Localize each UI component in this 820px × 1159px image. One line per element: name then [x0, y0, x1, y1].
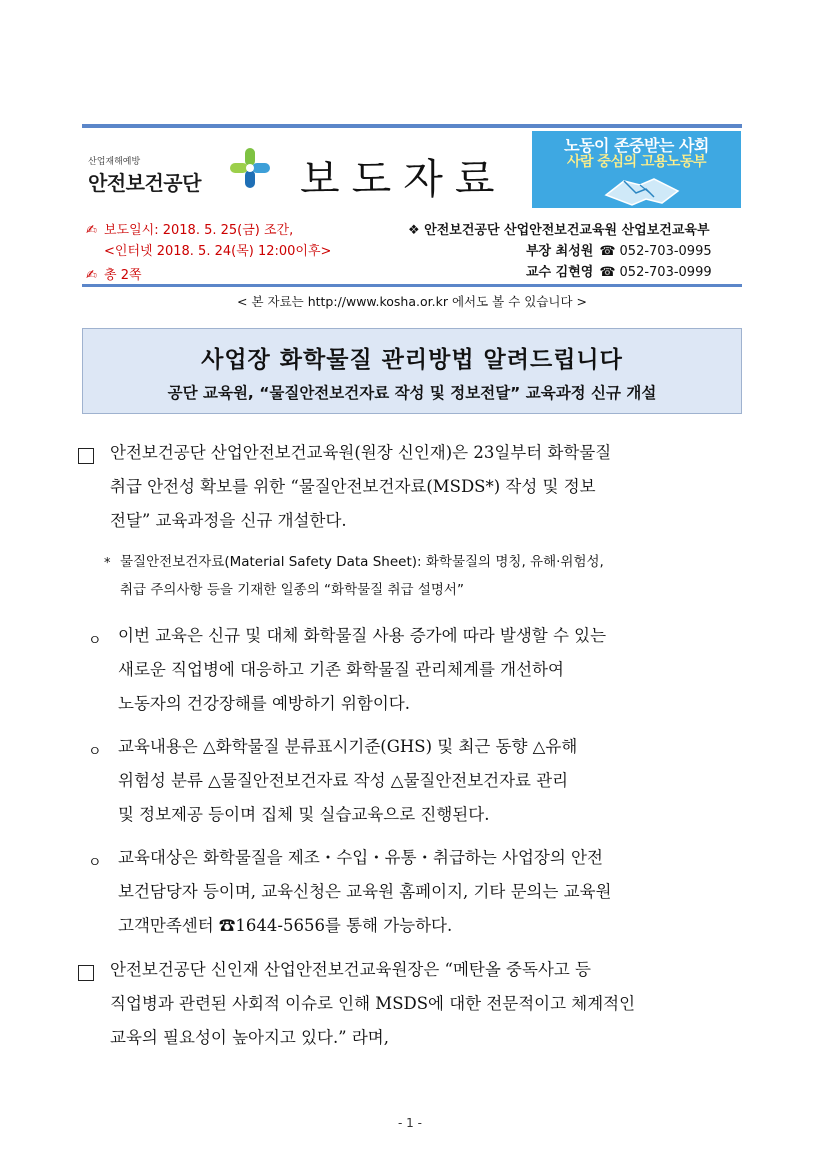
- pen-hand-icon: ✍: [86, 268, 97, 283]
- bullet-1-line: 노동자의 건강장해를 예방하기 위함이다.: [118, 694, 410, 713]
- header-bottom-rule: [82, 284, 742, 287]
- release-pages: [86, 264, 142, 283]
- paragraph-1-line: 취급 안전성 확보를 위한 “물질안전보건자료(MSDS*) 작성 및 정보: [110, 477, 596, 496]
- banner-slogan-line1: 노동이 존중받는 사회: [564, 136, 709, 155]
- bullet-3-line: 보건담당자 등이며, 교육신청은 교육원 홈페이지, 기타 문의는 교육원: [118, 882, 612, 901]
- release-internet: <인터넷 2018. 5. 24(목) 12:00이후>: [104, 244, 332, 259]
- kosha-cross-logo-icon: [228, 146, 272, 190]
- contact-person-1-phone: 052-703-0995: [619, 244, 712, 259]
- paragraph-1-line: 전달” 교육과정을 신규 개설한다.: [110, 511, 347, 530]
- pen-hand-icon: ✍: [86, 223, 97, 238]
- bullet-1: [118, 619, 606, 721]
- bullet-marker: ㅇ: [88, 744, 102, 760]
- bullet-2-line: 교육내용은 △화학물질 분류표시기준(GHS) 및 최근 동향 △유해: [118, 737, 578, 756]
- bullet-marker: ㅇ: [88, 855, 102, 871]
- logo-subtitle: 산업재해예방: [88, 157, 141, 167]
- handshake-icon: [602, 169, 682, 207]
- contact-person-2-phone: 052-703-0999: [619, 265, 712, 280]
- contact-person-2: [526, 261, 712, 280]
- website-notice: < 본 자료는 http://www.kosha.or.kr 에서도 볼 수 있습니다 >: [237, 294, 587, 309]
- release-date-text: 보도일시: 2018. 5. 25(금) 조간,: [104, 223, 294, 238]
- square-bullet-icon: [78, 448, 94, 464]
- contact-org-text: ❖ 안전보건공단 산업안전보건교육원 산업보건교육부: [408, 223, 710, 238]
- subheadline: 공단 교육원, “물질안전보건자료 작성 및 정보전달” 교육과정 신규 개설: [167, 384, 657, 402]
- bullet-3: [118, 841, 612, 943]
- release-date: [86, 219, 293, 238]
- contact-person-1-name: 부장 최성원: [526, 244, 594, 259]
- ministry-banner: [532, 131, 741, 208]
- bullet-marker: ㅇ: [88, 633, 102, 649]
- headline-box: [82, 328, 742, 414]
- kosha-logo: [88, 144, 273, 196]
- phone-icon: ☎: [599, 265, 616, 280]
- page-number: - 1 -: [398, 1116, 422, 1130]
- bullet-3-line: 고객만족센터 ☎1644-5656를 통해 가능하다.: [118, 916, 453, 935]
- banner-slogan-line2: 사람 중심의 고용노동부: [567, 154, 706, 170]
- phone-icon: ☎: [599, 244, 616, 259]
- bullet-2-line: 및 정보제공 등이며 집체 및 실습교육으로 진행된다.: [118, 805, 490, 824]
- square-bullet-icon: [78, 965, 94, 981]
- footnote-marker: *: [104, 556, 111, 571]
- paragraph-2-line: 교육의 필요성이 높아지고 있다.” 라며,: [110, 1028, 389, 1047]
- release-pages-text: 총 2쪽: [104, 268, 142, 283]
- header-top-rule: [82, 124, 742, 128]
- paragraph-1: [110, 436, 611, 538]
- headline: 사업장 화학물질 관리방법 알려드립니다: [201, 347, 623, 373]
- logo-name: 안전보건공단: [88, 171, 201, 195]
- bullet-2: [118, 730, 577, 832]
- contact-person-2-name: 교수 김현영: [526, 265, 594, 280]
- footnote-line: 취급 주의사항 등을 기재한 일종의 “화학물질 취급 설명서”: [120, 582, 464, 598]
- press-release-title: 보도자료: [300, 155, 507, 203]
- contact-org: [408, 219, 710, 238]
- footnote: [120, 548, 604, 604]
- bullet-3-line: 교육대상은 화학물질을 제조・수입・유통・취급하는 사업장의 안전: [118, 848, 603, 867]
- paragraph-2: [110, 953, 635, 1055]
- bullet-2-line: 위험성 분류 △물질안전보건자료 작성 △물질안전보건자료 관리: [118, 771, 569, 790]
- bullet-1-line: 이번 교육은 신규 및 대체 화학물질 사용 증가에 따라 발생할 수 있는: [118, 626, 607, 645]
- contact-person-1: [526, 240, 712, 259]
- footnote-line: 물질안전보건자료(Material Safety Data Sheet): 화학물질의 명칭, 유해·위험성,: [120, 554, 604, 570]
- paragraph-2-line: 직업병과 관련된 사회적 이슈로 인해 MSDS에 대한 전문적이고 체계적인: [110, 994, 636, 1013]
- paragraph-1-line: 안전보건공단 산업안전보건교육원(원장 신인재)은 23일부터 화학물질: [110, 443, 612, 462]
- paragraph-2-line: 안전보건공단 신인재 산업안전보건교육원장은 “메탄올 중독사고 등: [110, 960, 591, 979]
- bullet-1-line: 새로운 직업병에 대응하고 기존 화학물질 관리체계를 개선하여: [118, 660, 564, 679]
